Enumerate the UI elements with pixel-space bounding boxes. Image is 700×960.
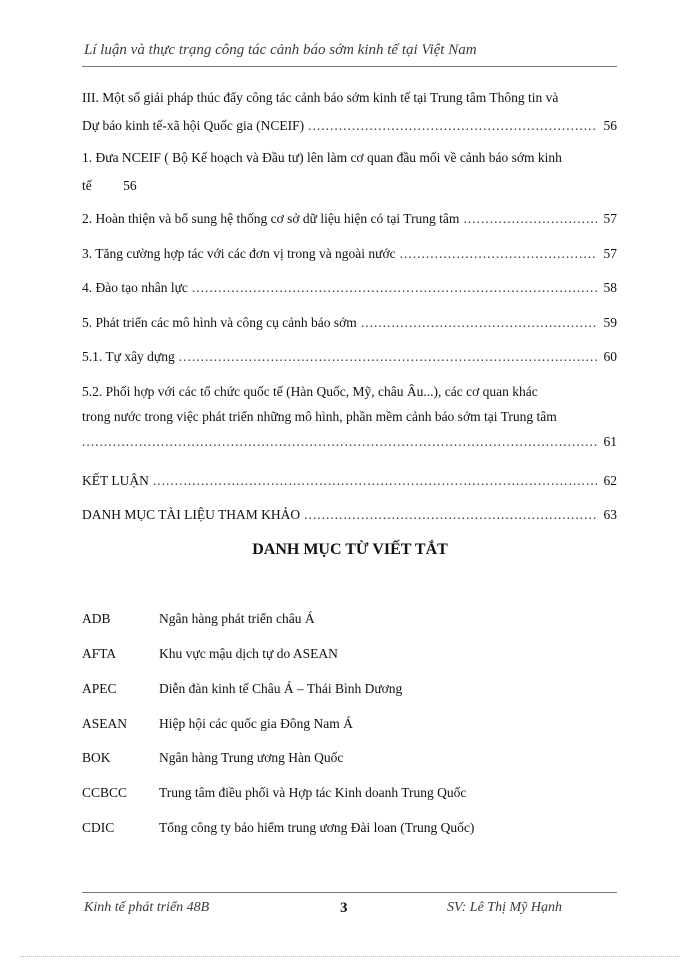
abbreviation-description: Tổng công ty bảo hiểm trung ương Đài loan (Trung Quốc) bbox=[159, 820, 475, 835]
toc-entry-text: tế bbox=[82, 178, 92, 193]
abbreviation-description: Diễn đàn kinh tế Châu Á – Thái Bình Dương bbox=[159, 681, 403, 696]
toc-page-number: 56 bbox=[123, 178, 137, 193]
toc-page-number: 60 bbox=[603, 349, 617, 364]
abbreviation-code: AFTA bbox=[82, 646, 117, 661]
toc-entry-text: KẾT LUẬN bbox=[82, 473, 149, 488]
toc-page-number: 59 bbox=[603, 315, 617, 330]
toc-entry-2[interactable] bbox=[82, 209, 617, 229]
footer-student-name: SV: Lê Thị Mỹ Hạnh bbox=[447, 900, 562, 915]
toc-entry-section-iii[interactable] bbox=[82, 88, 617, 136]
footer-course: Kinh tế phát triển 48B bbox=[84, 900, 210, 915]
toc-leader-dots bbox=[361, 313, 597, 333]
running-header-title: Lí luận và thực trạng công tác cảnh báo sớm kinh tế tại Việt Nam bbox=[84, 42, 477, 58]
toc-page-number: 57 bbox=[603, 211, 617, 226]
toc-leader-dots bbox=[308, 116, 597, 136]
toc-leader-dots bbox=[463, 209, 597, 229]
abbreviation-description: Trung tâm điều phối và Hợp tác Kinh doanh Trung Quốc bbox=[159, 785, 467, 800]
toc-page-number: 57 bbox=[603, 246, 617, 261]
toc-entry-1[interactable] bbox=[82, 148, 617, 196]
page-bottom-border bbox=[20, 956, 680, 957]
toc-leader-dots bbox=[304, 505, 597, 525]
footer-divider bbox=[82, 892, 617, 893]
toc-entry-text: 5.1. Tự xây dựng bbox=[82, 349, 175, 364]
toc-leader-dots bbox=[179, 347, 597, 367]
toc-entry-text: Dự báo kinh tế-xã hội Quốc gia (NCEIF) bbox=[82, 118, 305, 133]
toc-entry-references[interactable] bbox=[82, 505, 617, 525]
toc-leader-dots bbox=[192, 278, 597, 298]
toc-entry-5-2[interactable] bbox=[82, 382, 617, 452]
abbreviation-code: CCBCC bbox=[82, 785, 128, 800]
toc-page-number: 61 bbox=[603, 434, 617, 449]
abbreviations-heading: DANH MỤC TỪ VIẾT TẮT bbox=[252, 541, 448, 558]
toc-entry-3[interactable] bbox=[82, 244, 617, 264]
toc-page-number: 63 bbox=[603, 507, 617, 522]
abbreviation-code: ADB bbox=[82, 611, 111, 626]
toc-entry-5[interactable] bbox=[82, 313, 617, 333]
toc-page-number: 58 bbox=[603, 280, 617, 295]
abbreviation-code: ASEAN bbox=[82, 716, 128, 731]
abbreviation-description: Ngân hàng phát triển châu Á bbox=[159, 611, 315, 626]
page-number: 3 bbox=[340, 900, 348, 916]
toc-entry-conclusion[interactable] bbox=[82, 471, 617, 491]
toc-page-number: 62 bbox=[603, 473, 617, 488]
abbreviation-code: APEC bbox=[82, 681, 117, 696]
abbreviation-code: BOK bbox=[82, 750, 111, 765]
toc-entry-text: 4. Đào tạo nhân lực bbox=[82, 280, 188, 295]
toc-entry-text: DANH MỤC TÀI LIỆU THAM KHẢO bbox=[82, 507, 301, 522]
toc-entry-4[interactable] bbox=[82, 278, 617, 298]
toc-entry-text: III. Một số giải pháp thúc đẩy công tác cảnh báo sớm kinh tế tại Trung tâm Thông tin và bbox=[82, 90, 559, 105]
toc-entry-text: 5.2. Phối hợp với các tổ chức quốc tế (Hàn Quốc, Mỹ, châu Âu...), các cơ quan khác bbox=[82, 384, 538, 399]
toc-leader-dots bbox=[400, 244, 597, 264]
abbreviation-description: Hiệp hội các quốc gia Đông Nam Á bbox=[159, 716, 353, 731]
toc-leader-dots bbox=[153, 471, 597, 491]
toc-leader-dots bbox=[82, 432, 597, 452]
abbreviation-description: Ngân hàng Trung ương Hàn Quốc bbox=[159, 750, 344, 765]
toc-entry-5-1[interactable] bbox=[82, 347, 617, 367]
toc-entry-text: 2. Hoàn thiện và bổ sung hệ thống cơ sở dữ liệu hiện có tại Trung tâm bbox=[82, 211, 460, 226]
header-divider bbox=[82, 66, 617, 67]
abbreviation-description: Khu vực mậu dịch tự do ASEAN bbox=[159, 646, 338, 661]
toc-page-number: 56 bbox=[603, 118, 617, 133]
abbreviation-code: CDIC bbox=[82, 820, 115, 835]
toc-entry-text: trong nước trong việc phát triển những mô hình, phần mềm cảnh báo sớm tại Trung tâm bbox=[82, 409, 557, 424]
toc-entry-text: 5. Phát triển các mô hình và công cụ cảnh báo sớm bbox=[82, 315, 357, 330]
toc-entry-text: 1. Đưa NCEIF ( Bộ Kế hoạch và Đầu tư) lên làm cơ quan đầu mối về cảnh báo sớm kinh bbox=[82, 150, 562, 165]
toc-entry-text: 3. Tăng cường hợp tác với các đơn vị trong và ngoài nước bbox=[82, 246, 396, 261]
